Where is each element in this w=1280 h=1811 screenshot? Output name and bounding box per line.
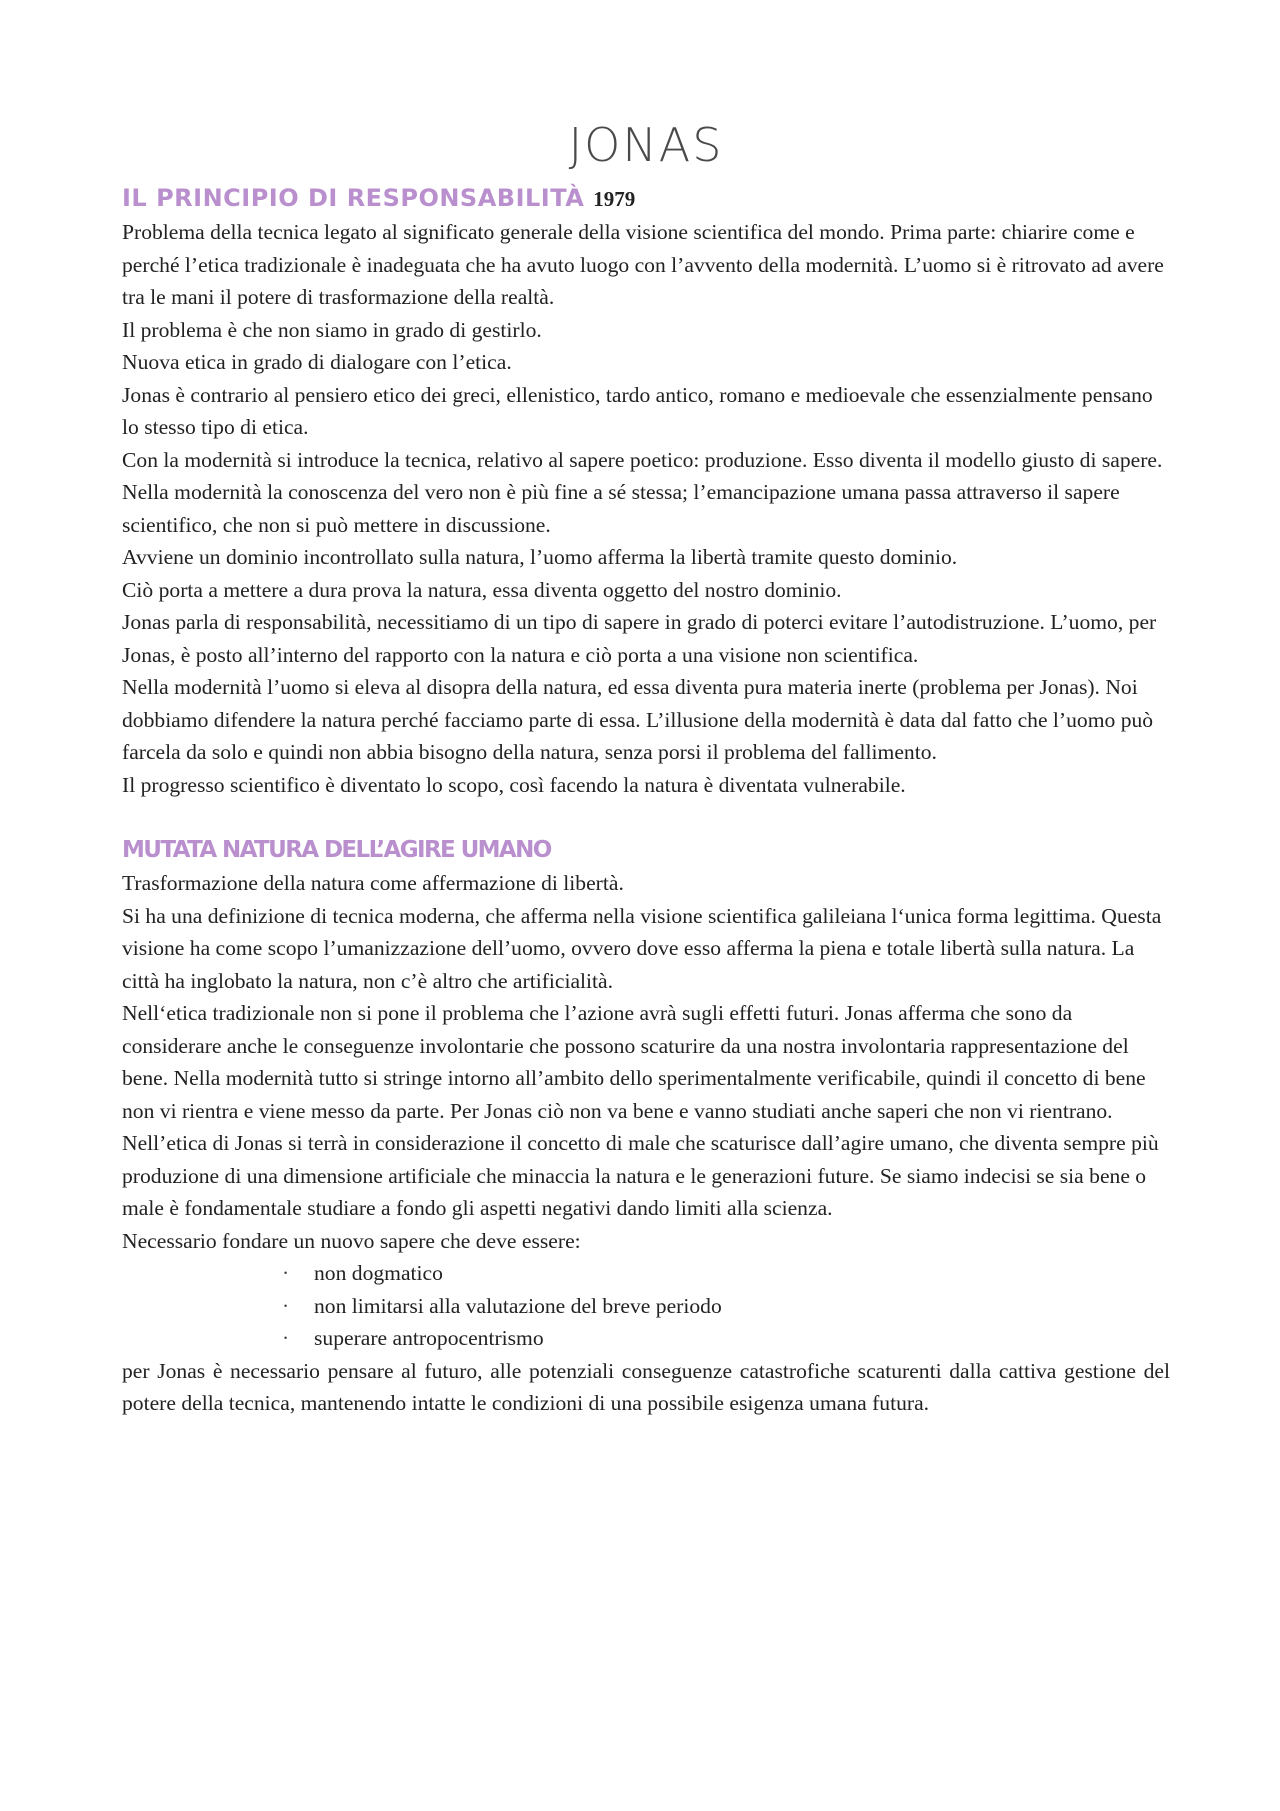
- section-spacer: [122, 801, 1170, 833]
- list-item-text: non limitarsi alla valutazione del breve periodo: [314, 1293, 722, 1318]
- paragraph: Ciò porta a mettere a dura prova la natura, essa diventa oggetto del nostro dominio.: [122, 577, 842, 602]
- section-body: [122, 216, 1170, 801]
- page-title: JONAS: [568, 118, 724, 172]
- paragraph: Nuova etica in grado di dialogare con l’etica.: [122, 350, 512, 375]
- section-heading-text: IL PRINCIPIO DI RESPONSABILITÀ: [122, 184, 585, 213]
- paragraph: Trasformazione della natura come affermazione di libertà.: [122, 871, 624, 896]
- paragraph: Nell’etica di Jonas si terrà in considerazione il concetto di male che scaturisce dall’agire umano, che diventa sempre più produzione di una dimensione artificiale che minaccia la natura e le generazioni future. Se siamo indecisi se sia bene o male è fondamentale studiare a fondo gli aspetti negativi dando limiti alla scienza.: [122, 1131, 1159, 1221]
- paragraph: Necessario fondare un nuovo sapere che deve essere:: [122, 1228, 581, 1253]
- list-item-text: non dogmatico: [314, 1261, 443, 1286]
- section-mutata-natura: [122, 833, 1170, 1420]
- paragraph: Nella modernità l’uomo si eleva al disopra della natura, ed essa diventa pura materia inerte (problema per Jonas). Noi dobbiamo difendere la natura perché facciamo parte di essa. L’illusione della modernità è data dal fatto che l’uomo può farcela da solo e quindi non abbia bisogno della natura, senza porsi il problema del fallimento.: [122, 675, 1154, 765]
- bullet-marker: ·: [282, 1293, 290, 1318]
- paragraph: Jonas è contrario al pensiero etico dei greci, ellenistico, tardo antico, romano e medioevale che essenzialmente pensano lo stesso tipo di etica.: [122, 382, 1153, 440]
- section-year: 1979: [593, 187, 636, 212]
- paragraph: Problema della tecnica legato al significato generale della visione scientifica del mondo. Prima parte: chiarire come e perché l’etica tradizionale è inadeguata che ha avuto luogo con l’avvento della modernità. L’uomo si è ritrovato ad avere tra le mani il potere di trasformazione della realtà.: [122, 220, 1164, 310]
- closing-paragraph: per Jonas è necessario pensare al futuro, alle potenziali conseguenze catastrofiche scaturenti dalla cattiva gestione del potere della tecnica, mantenendo intatte le condizioni di una possibile esigenza umana futura.: [122, 1358, 1170, 1416]
- paragraph: Con la modernità si introduce la tecnica, relativo al sapere poetico: produzione. Esso diventa il modello giusto di sapere. Nella modernità la conoscenza del vero non è più fine a sé stessa; l’emancipazione umana passa attraverso il sapere scientifico, che non si può mettere in discussione.: [122, 447, 1163, 537]
- paragraph: Avviene un dominio incontrollato sulla natura, l’uomo afferma la libertà tramite questo dominio.: [122, 545, 958, 570]
- section-body: [122, 867, 1170, 1257]
- paragraph: Nell‘etica tradizionale non si pone il problema che l’azione avrà sugli effetti futuri. Jonas afferma che sono da considerare anche le conseguenze involontarie che possono scaturire da una nostra involontaria rappresentazione del bene. Nella modernità tutto si stringe intorno all’ambito dello sperimentalmente verificabile, quindi il concetto di bene non vi rientra e viene messo da parte. Per Jonas ciò non va bene e vanno studiati anche saperi che non vi rientrano.: [122, 1001, 1146, 1123]
- bullet-list: [122, 1257, 1170, 1355]
- paragraph: Il progresso scientifico è diventato lo scopo, così facendo la natura è diventata vulnerabile.: [122, 772, 906, 797]
- section-heading: MUTATA NATURA DELL’AGIRE UMANO: [122, 837, 551, 864]
- section-heading: [122, 181, 1170, 216]
- list-item: [282, 1322, 1170, 1355]
- paragraph: Si ha una definizione di tecnica moderna, che afferma nella visione scientifica galileiana l‘unica forma legittima. Questa visione ha come scopo l’umanizzazione dell’uomo, ovvero dove esso afferma la piena e totale libertà sulla natura. La città ha inglobato la natura, non c’è altro che artificialità.: [122, 903, 1162, 993]
- paragraph: Jonas parla di responsabilità, necessitiamo di un tipo di sapere in grado di poterci evitare l’autodistruzione. L’uomo, per Jonas, è posto all’interno del rapporto con la natura e ciò porta a una visione non scientifica.: [122, 610, 1157, 667]
- paragraph: Il problema è che non siamo in grado di gestirlo.: [122, 317, 542, 342]
- list-item: [282, 1290, 1170, 1323]
- bullet-marker: ·: [282, 1326, 290, 1351]
- list-item-text: superare antropocentrismo: [314, 1326, 544, 1351]
- section-principio-responsabilita: [122, 181, 1170, 801]
- list-item: [282, 1257, 1170, 1290]
- bullet-marker: ·: [282, 1261, 290, 1286]
